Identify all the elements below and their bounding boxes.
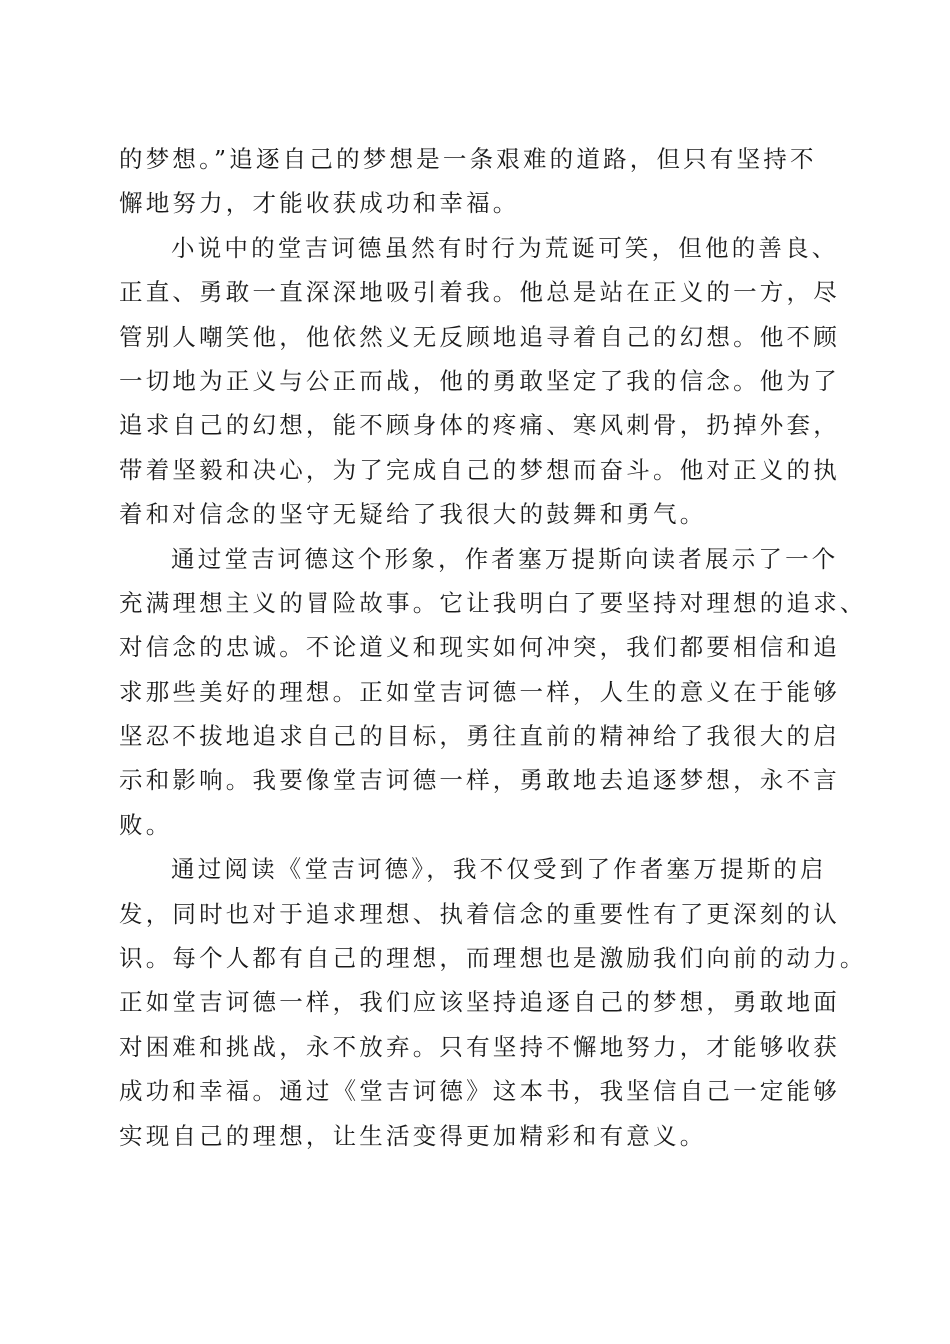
text-line: 着和对信念的坚守无疑给了我很大的鼓舞和勇气。 <box>119 500 707 529</box>
text-line: 求那些美好的理想。正如堂吉诃德一样，人生的意义在于能够 <box>119 677 840 706</box>
text-line: 通过堂吉诃德这个形象，作者塞万提斯向读者展示了一个 <box>171 544 839 573</box>
text-line: 的梦想。”追逐自己的梦想是一条艰难的道路，但只有坚持不 <box>119 145 817 173</box>
text-line: 对信念的忠诚。不论道义和现实如何冲突，我们都要相信和追 <box>119 633 840 662</box>
text-line: 懈地努力，才能收获成功和幸福。 <box>119 189 520 218</box>
paragraph-don-quixote-character <box>119 226 840 537</box>
text-line: 坚忍不拔地追求自己的目标，勇往直前的精神给了我很大的启 <box>119 722 840 751</box>
text-line: 成功和幸福。通过《堂吉诃德》这本书，我坚信自己一定能够 <box>119 1077 840 1106</box>
text-line: 小说中的堂吉诃德虽然有时行为荒诞可笑，但他的善良、 <box>171 233 839 262</box>
document-body <box>119 137 867 1158</box>
paragraph-author-message <box>119 537 867 848</box>
text-line: 追求自己的幻想，能不顾身体的疼痛、寒风刺骨，扔掉外套， <box>119 411 840 440</box>
paragraph-continuation <box>119 137 835 226</box>
text-line: 示和影响。我要像堂吉诃德一样，勇敢地去追逐梦想，永不言 <box>119 766 840 795</box>
text-line: 带着坚毅和决心，为了完成自己的梦想而奋斗。他对正义的执 <box>119 455 840 484</box>
text-line: 败。 <box>119 810 173 839</box>
text-line: 管别人嘲笑他，他依然义无反顾地追寻着自己的幻想。他不顾 <box>119 322 840 351</box>
text-line: 通过阅读《堂吉诃德》，我不仅受到了作者塞万提斯的启 <box>171 855 827 884</box>
text-line: 一切地为正义与公正而战，他的勇敢坚定了我的信念。他为了 <box>119 366 840 395</box>
text-line: 识。每个人都有自己的理想，而理想也是激励我们向前的动力。 <box>119 944 867 973</box>
text-line: 实现自己的理想，让生活变得更加精彩和有意义。 <box>119 1121 707 1150</box>
text-line: 正直、勇敢一直深深地吸引着我。他总是站在正义的一方，尽 <box>119 278 840 307</box>
text-line: 对困难和挑战，永不放弃。只有坚持不懈地努力，才能够收获 <box>119 1032 840 1061</box>
paragraph-conclusion <box>119 847 867 1158</box>
text-line: 充满理想主义的冒险故事。它让我明白了要坚持对理想的追求、 <box>119 588 867 617</box>
text-line: 正如堂吉诃德一样，我们应该坚持追逐自己的梦想，勇敢地面 <box>119 988 840 1017</box>
text-line: 发，同时也对于追求理想、执着信念的重要性有了更深刻的认 <box>119 899 840 928</box>
